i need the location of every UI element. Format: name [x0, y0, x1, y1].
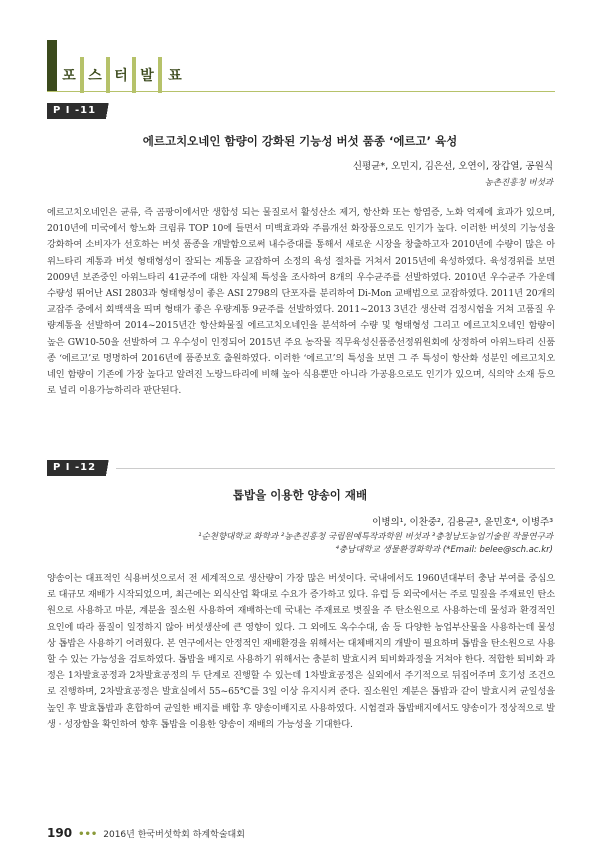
conference-name: 2016년 한국버섯학회 하계학술대회 — [103, 830, 245, 840]
header-divider — [47, 91, 555, 92]
article-code: P I -12 — [47, 460, 102, 476]
article-code-tag — [47, 460, 555, 476]
article-affiliation: 농촌진흥청 버섯과 — [484, 178, 553, 188]
page-number: 190 — [47, 826, 73, 840]
article-affiliation: ¹순천향대학교 화학과 ²농촌진흥청 국립원예특작과학원 버섯과 ³충청남도농업기술원 작물연구과 — [198, 532, 553, 542]
section-header-char: 표 — [162, 57, 188, 93]
tag-divider — [116, 468, 555, 469]
section-header — [58, 57, 188, 93]
section-header-char: 스 — [84, 57, 110, 93]
article-abstract: 양송이는 대표적인 식용버섯으로서 전 세계적으로 생산량이 가장 많은 버섯이다. 국내에서도 1960년대부터 충남 부여를 중심으로 대규모 재배가 시작되었으며, 최근에는 외식산업 확대로 수요가 증가하고 있다. 유럽 등 외국에서는 주로 밀짚을 주재료인 탄소원으로 사용하고 마분, 계분을 질소원 사용하여 재배하는데 국내는 주재료로 볏짚을 주 탄소원으로 사용하는데 물성과 환경적인 요인에 따라 품질이 일정하지 않아 버섯생산에 큰 영향이 있다. 그 외에도 옥수수대, 솜 등 다양한 농업부산물을 사용하는데 물성 상 톱밥은 사용하기 어려웠다. 본 연구에서는 안정적인 재배환경을 위해서는 대체배지의 개발이 필요하며 톱밥을 탄소원으로 사용할 수 있는 가능성을 검토하였다. 톱밥을 배지로 사용하기 위해서는 충분히 발효시켜 퇴비화과정을 거쳐야 한다. 적합한 퇴비화 과정은 1차발효공정과 2차발효공정의 두 단계로 진행할 수 있는데 1차발효공정은 실외에서 주기적으로 뒤집어주며 호기성 조건으로 진행하며, 2차발효공정은 발효실에서 55~65℃를 3일 이상 유지시켜 준다. 질소원인 계분은 톱밥과 같이 발효시켜 균일성을 높인 후 발효톱밥과 혼합하여 균일한 배지를 배합 후 양송이배지로 사용하였다. 시험결과 톱밥배지에서도 양송이가 정상적으로 발생 · 성장함을 확인하여 향후 톱밥을 이용한 양송이 재배의 가능성을 기대한다. — [47, 573, 555, 730]
section-header-char: 터 — [110, 57, 136, 93]
footer-dots: ••• — [78, 829, 98, 840]
section-header-char: 포 — [58, 57, 84, 93]
article-authors: 신평균*, 오민지, 김은선, 오연이, 장갑열, 공원식 — [352, 161, 553, 172]
article-authors: 이병의¹, 이찬중², 김용균³, 윤민호⁴, 이병주³ — [372, 517, 553, 528]
tag-decoration — [102, 103, 116, 119]
tag-decoration — [102, 460, 116, 476]
article-affiliation: ⁴충남대학교 생물환경화학과 (*Email: belee@sch.ac.kr) — [335, 545, 553, 555]
page-footer — [47, 826, 245, 840]
article-abstract: 에르고치오네인은 균류, 즉 곰팡이에서만 생합성 되는 물질로서 활성산소 제거, 항산화 또는 항염증, 노화 억제에 효과가 있으며, 2010년에 미국에서 항노화 크림류 TOP 10에 들면서 미백효과와 주름개선 화장품으로도 인기가 높다. 이러한 버섯의 기능성을 강화하여 소비자가 선호하는 버섯 품종을 개발함으로써 내수증대를 통해서 새로운 시장을 창출하고자 2010년에 수량이 많은 아위느타리 계통과 버섯 형태형성이 잘되는 계통을 교잡하여 소정의 육성 절차를 거쳐서 2015년에 육성하였다. 육성경위를 보면 2009년 보존중인 아위느타리 41균주에 대한 자실체 특성을 조사하여 8개의 우수균주를 선발하였다. 2010년 우수균주 가운데 수량성 뛰어난 ASI 2803과 형태형성이 좋은 ASI 2798의 단포자를 분리하여 Di-Mon 교배법으로 교잡하였다. 2011년 20개의 교잡주 중에서 회백색을 띄며 형태가 좋은 우량계통 9균주를 선발하였다. 2011~2013 3년간 생산력 검정시험을 거쳐 고품질 우량계통을 선발하여 2014~2015년간 항산화물질 에르고치오네인을 분석하여 수량 및 형태형성 그리고 에르고치오네인 함량이 높은 GW10-50을 선발하여 그 우수성이 인정되어 2015년 주요 농작물 직무육성신품종선정위원회에 상정하여 아위느타리 신품종 ‘에르고’로 명명하여 2016년에 품종보호 출원하였다. 이러한 ‘에르고’의 특성을 보면 그 주 특성이 항산화 성분인 에르고치오네인 함량이 기존에 가장 높다고 알려진 노랑느타리에 비해 높아 식용뿐만 아니라 가공용으로도 인기가 있으며, 식의약 소재 등으로 널리 이용가능하리라 판단된다. — [47, 207, 555, 397]
article-code-tag — [47, 103, 116, 119]
header-accent-bar — [47, 40, 57, 92]
article-title: 에르고치오네인 함량이 강화된 기능성 버섯 품종 ‘에르고’ 육성 — [142, 134, 458, 148]
article-title: 톱밥을 이용한 양송이 재배 — [232, 488, 368, 502]
section-header-char: 발 — [136, 57, 162, 93]
article-code: P I -11 — [47, 103, 102, 119]
